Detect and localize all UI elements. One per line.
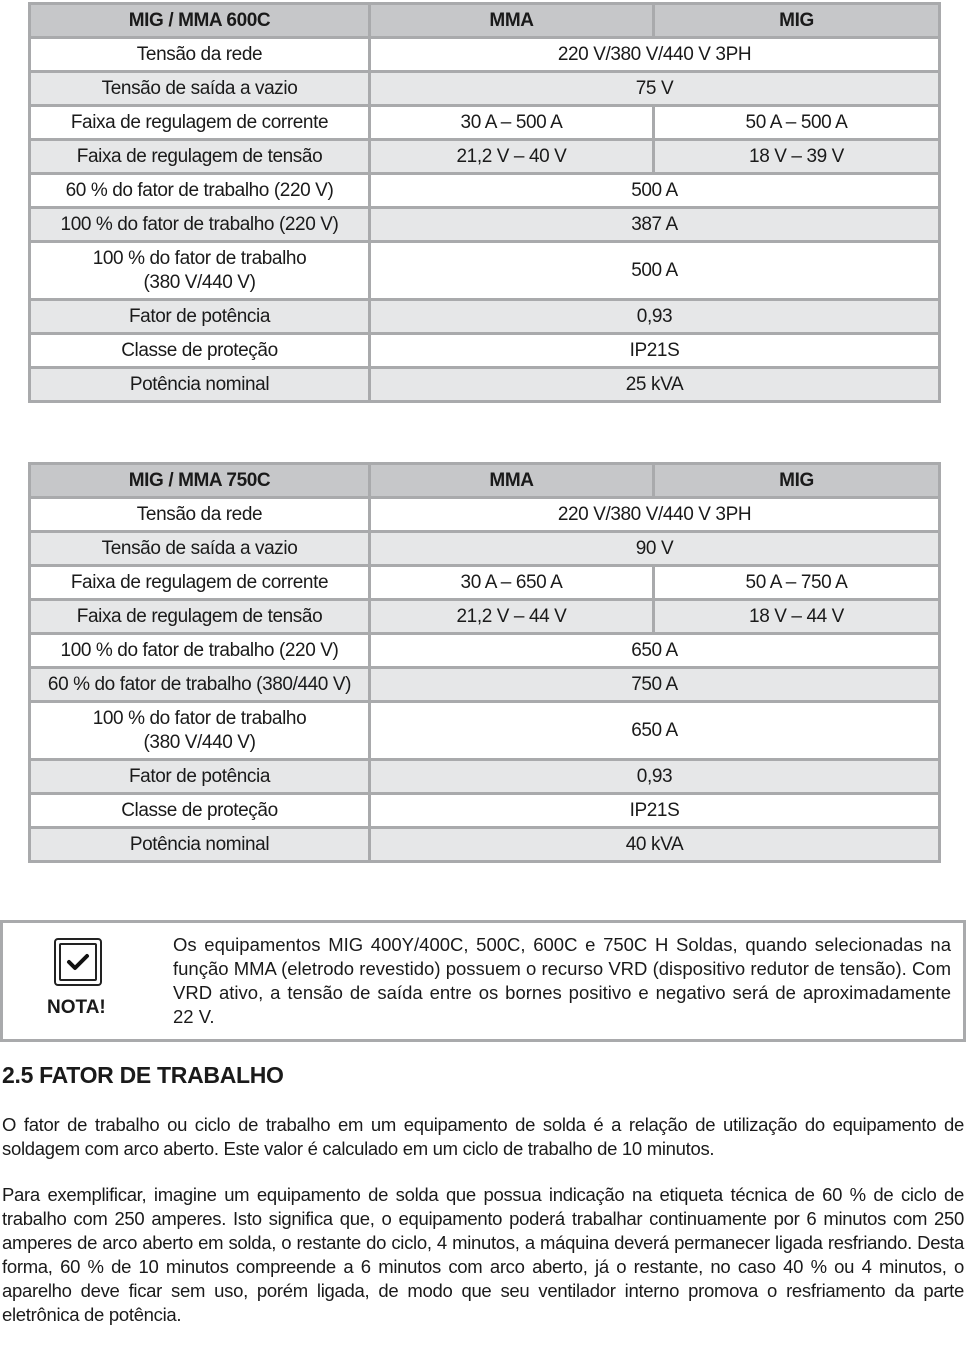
table-row: [30, 794, 940, 828]
table-row: [30, 600, 940, 634]
row-label: Classe de proteção: [30, 334, 370, 368]
note-text: Os equipamentos MIG 400Y/400C, 500C, 600C e 750C H Soldas, quando selecionadas na função MMA (eletrodo revestido) possuem o recurso VRD (dispositivo redutor de tensão). Com VRD ativo, a tensão de saída entre os bornes positivo e negativo será de aproximadamente 22 V.: [173, 934, 951, 1027]
note-label: NOTA!: [47, 997, 106, 1018]
row-value-mma: 21,2 V – 44 V: [370, 600, 654, 634]
row-value: 387 A: [370, 208, 940, 242]
row-label: Tensão da rede: [30, 498, 370, 532]
row-label: [30, 242, 370, 300]
row-label: Potência nominal: [30, 368, 370, 402]
row-value: 40 kVA: [370, 828, 940, 862]
table-row: [30, 174, 940, 208]
row-value: 650 A: [370, 634, 940, 668]
row-value: 0,93: [370, 760, 940, 794]
table-row: [30, 368, 940, 402]
row-label: Faixa de regulagem de corrente: [30, 566, 370, 600]
row-value: 90 V: [370, 532, 940, 566]
model-header: MIG / MMA 750C: [30, 464, 370, 498]
checkbox-check-icon: [54, 938, 102, 986]
table-row: [30, 106, 940, 140]
row-value-mig: 18 V – 39 V: [654, 140, 940, 174]
mma-header: MMA: [370, 4, 654, 38]
spec-table-750c: [28, 462, 941, 863]
table-row: [30, 566, 940, 600]
row-value: 75 V: [370, 72, 940, 106]
row-value: IP21S: [370, 794, 940, 828]
row-value-mig: 50 A – 750 A: [654, 566, 940, 600]
table-row: [30, 208, 940, 242]
model-header: MIG / MMA 600C: [30, 4, 370, 38]
row-label-line2: (380 V/440 V): [143, 271, 256, 293]
row-label: Potência nominal: [30, 828, 370, 862]
table-row: [30, 498, 940, 532]
section-title: 2.5 FATOR DE TRABALHO: [2, 1062, 284, 1088]
mig-header: MIG: [654, 464, 940, 498]
row-label-line1: 100 % do fator de trabalho: [92, 707, 307, 729]
row-value: 220 V/380 V/440 V 3PH: [370, 38, 940, 72]
row-label: Faixa de regulagem de tensão: [30, 140, 370, 174]
row-label: 100 % do fator de trabalho (220 V): [30, 634, 370, 668]
row-label: Classe de proteção: [30, 794, 370, 828]
row-value-mma: 21,2 V – 40 V: [370, 140, 654, 174]
table-row: [30, 702, 940, 760]
table-row: [30, 668, 940, 702]
table-header-row: [30, 4, 940, 38]
row-label: Tensão de saída a vazio: [30, 532, 370, 566]
row-label-line1: 100 % do fator de trabalho: [92, 247, 307, 269]
row-label: Tensão de saída a vazio: [30, 72, 370, 106]
table-row: [30, 242, 940, 300]
note-box: [0, 920, 966, 1042]
row-label: Fator de potência: [30, 300, 370, 334]
row-label: [30, 702, 370, 760]
row-label: Faixa de regulagem de corrente: [30, 106, 370, 140]
row-value: 650 A: [370, 702, 940, 760]
row-label: 100 % do fator de trabalho (220 V): [30, 208, 370, 242]
row-value: 0,93: [370, 300, 940, 334]
row-value-mig: 18 V – 44 V: [654, 600, 940, 634]
spec-table-600c: [28, 2, 941, 403]
table-row: [30, 72, 940, 106]
table-row: [30, 334, 940, 368]
row-label: Faixa de regulagem de tensão: [30, 600, 370, 634]
row-value: 500 A: [370, 174, 940, 208]
row-value-mma: 30 A – 650 A: [370, 566, 654, 600]
table-row: [30, 532, 940, 566]
mma-header: MMA: [370, 464, 654, 498]
row-value: 750 A: [370, 668, 940, 702]
row-value: 25 kVA: [370, 368, 940, 402]
paragraph: O fator de trabalho ou ciclo de trabalho em um equipamento de solda é a relação de utilização do equipamento de soldagem com arco aberto. Este valor é calculado em um ciclo de trabalho de 10 minutos.: [2, 1114, 964, 1159]
paragraph: Para exemplificar, imagine um equipamento de solda que possua indicação na etiqueta técnica de 60 % de ciclo de trabalho com 250 amperes. Isto significa que, o equipamento poderá trabalhar continuamente por 6 minutos com 250 amperes de arco aberto em solda, o restante do ciclo, 4 minutos, a máquina deverá permanecer ligada resfriando. Desta forma, 60 % de 10 minutos compreende a 6 minutos com arco aberto, já o restante, no caso 40 % ou 4 minutos, o aparelho deve ficar sem uso, porém ligada, de modo que seu ventilador interno promova o resfriamento da parte eletrônica de potência.: [2, 1184, 964, 1325]
table-row: [30, 140, 940, 174]
row-label: 60 % do fator de trabalho (220 V): [30, 174, 370, 208]
row-value-mig: 50 A – 500 A: [654, 106, 940, 140]
table-row: [30, 38, 940, 72]
row-value: 220 V/380 V/440 V 3PH: [370, 498, 940, 532]
table-row: [30, 760, 940, 794]
row-label: Fator de potência: [30, 760, 370, 794]
row-value: IP21S: [370, 334, 940, 368]
table-row: [30, 634, 940, 668]
mig-header: MIG: [654, 4, 940, 38]
table-header-row: [30, 464, 940, 498]
table-row: [30, 300, 940, 334]
row-label-line2: (380 V/440 V): [143, 731, 256, 753]
row-label: 60 % do fator de trabalho (380/440 V): [30, 668, 370, 702]
row-label: Tensão da rede: [30, 38, 370, 72]
row-value: 500 A: [370, 242, 940, 300]
table-row: [30, 828, 940, 862]
row-value-mma: 30 A – 500 A: [370, 106, 654, 140]
